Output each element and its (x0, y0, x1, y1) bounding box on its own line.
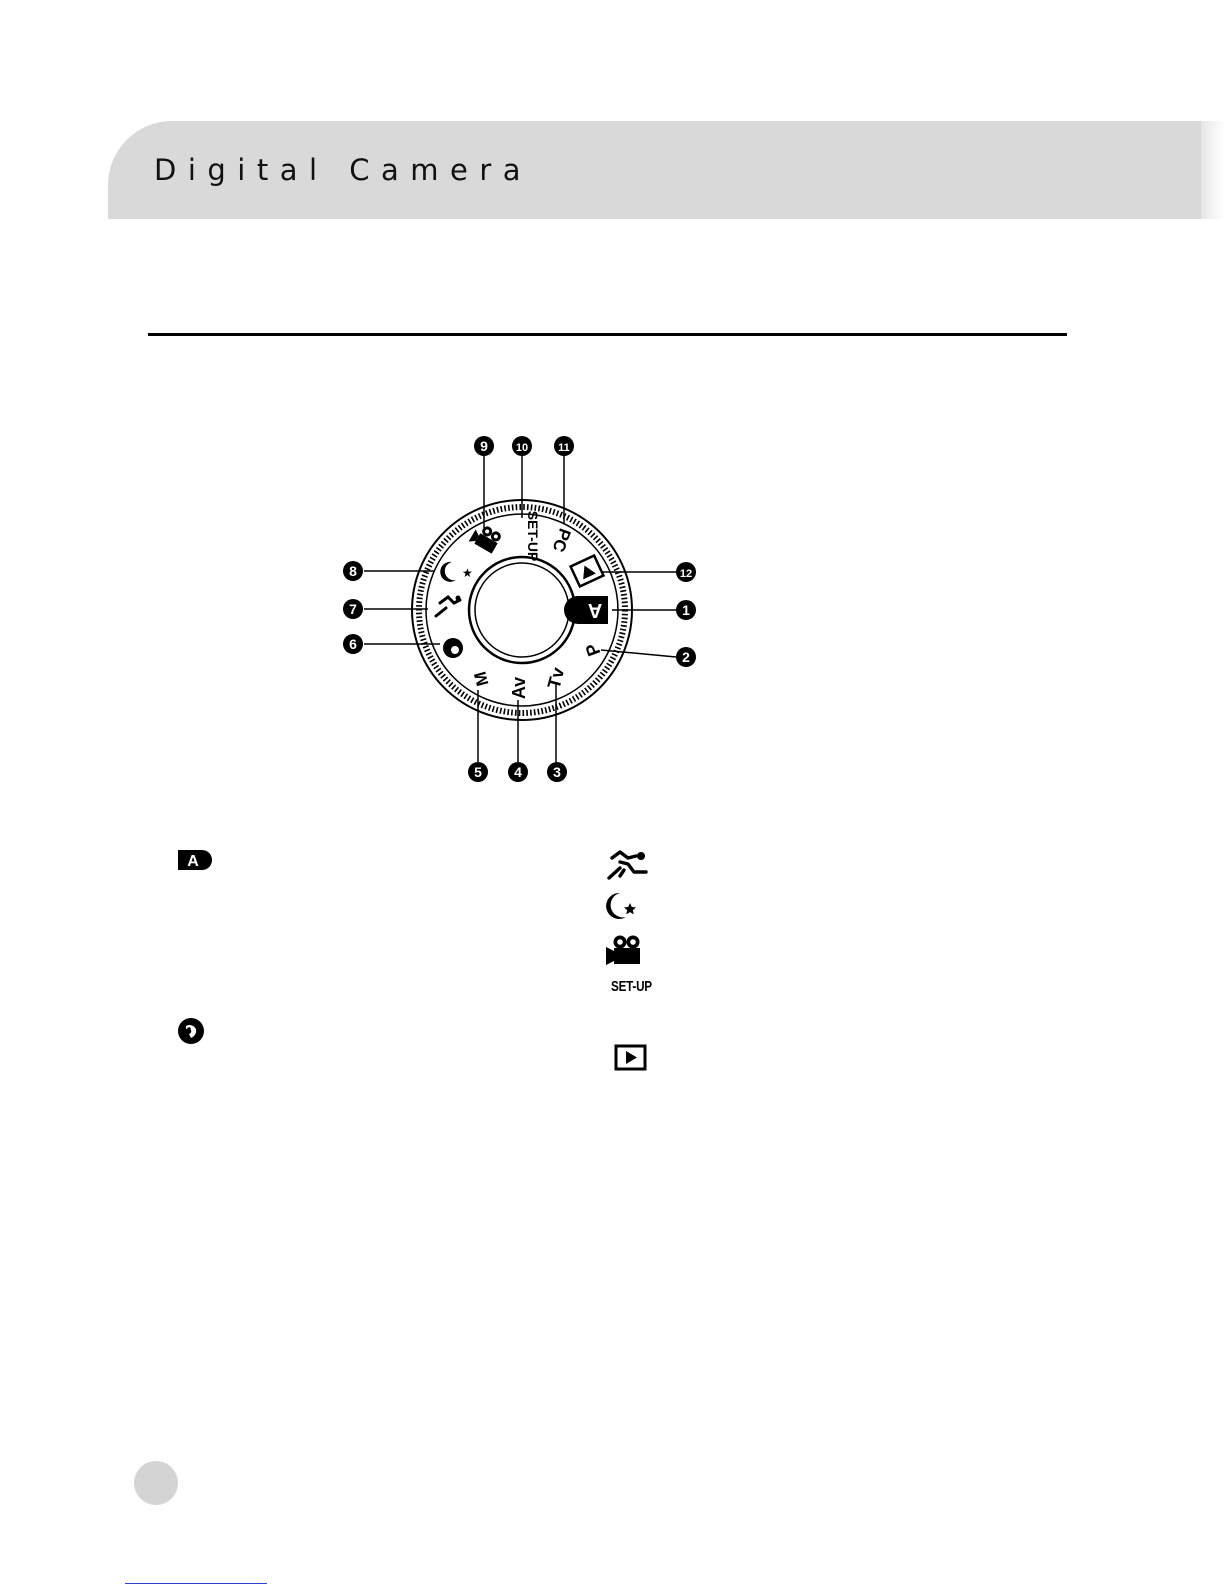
svg-text:11: 11 (558, 442, 570, 454)
svg-text:8: 8 (349, 563, 357, 579)
dial-setup-label: SET-UP (525, 510, 541, 562)
callout-9 (474, 436, 494, 456)
playback-icon (614, 1044, 648, 1072)
svg-text:7: 7 (349, 601, 357, 617)
callout-10 (512, 436, 532, 456)
callout-4 (508, 762, 528, 782)
night-scene-icon (606, 891, 640, 921)
sports-icon (606, 848, 652, 882)
dial-sports-symbol (436, 596, 461, 617)
svg-text:9: 9 (480, 438, 488, 454)
dial-aperture-label: Av (509, 676, 529, 700)
svg-text:6: 6 (349, 636, 357, 652)
svg-text:2: 2 (682, 649, 690, 665)
page-number-marker (134, 1461, 178, 1505)
dial-manual-label: M (470, 669, 493, 689)
callout-5 (468, 762, 488, 782)
callout-1 (676, 600, 696, 620)
auto-mode-icon (176, 848, 214, 872)
svg-text:★: ★ (462, 566, 473, 580)
callout-11 (554, 436, 574, 456)
dial-auto-label: A (587, 599, 603, 621)
svg-text:4: 4 (514, 764, 522, 780)
dial-shutter-label: Tv (543, 665, 569, 691)
svg-text:10: 10 (515, 442, 529, 454)
callout-3 (547, 762, 567, 782)
dial-night-symbol (440, 562, 473, 582)
svg-text:12: 12 (679, 568, 693, 580)
svg-text:3: 3 (553, 764, 561, 780)
setup-legend-label: SET-UP (611, 978, 652, 995)
callout-8 (343, 561, 363, 581)
header-bar-edge (1201, 121, 1224, 219)
dial-center-button (469, 557, 575, 663)
mode-dial-diagram (320, 420, 720, 800)
callout-2 (676, 647, 696, 667)
callout-6 (343, 634, 363, 654)
svg-text:5: 5 (474, 764, 482, 780)
dial-portrait-symbol (443, 638, 463, 658)
callout-12 (676, 562, 696, 582)
dial-playback-symbol (571, 556, 604, 587)
svg-text:A: A (187, 853, 199, 870)
dial-program-label: P (581, 640, 605, 659)
dial-pc-label: PC (548, 525, 575, 555)
dial-auto-symbol (564, 596, 608, 624)
callout-7 (343, 599, 363, 619)
section-rule (148, 333, 1067, 336)
movie-icon (604, 934, 644, 966)
portrait-icon (176, 1017, 208, 1047)
svg-text:1: 1 (682, 602, 690, 618)
page-title: Digital Camera (154, 153, 533, 187)
